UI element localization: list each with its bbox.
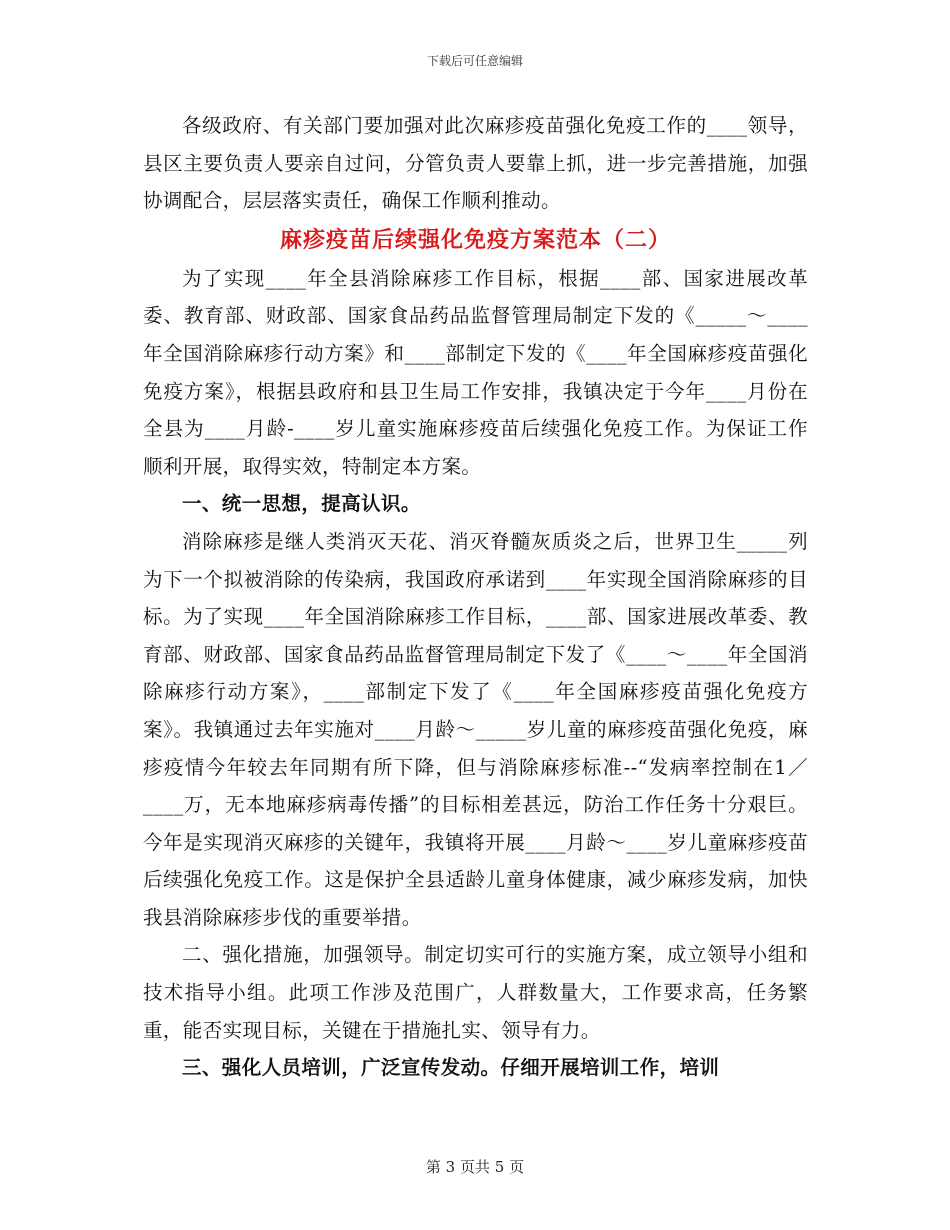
paragraph-intro: 为了实现____年全县消除麻疹工作目标，根据____部、国家进展改革委、教育部、财政部、国家食品药品监督管理局制定下发的《_____～____年全国消除麻疹行动方案》和____部制定下发的《____年全国麻疹疫苗强化免疫方案》，根据县政府和县卫生局工作安排，我镇决定于今年____月份在全县为____月龄-____岁儿童实施麻疹疫苗后续强化免疫工作。为保证工作顺利开展，取得实效，特制定本方案。 [143, 266, 808, 478]
paragraph-section-2: 二、强化措施，加强领导。制定切实可行的实施方案，成立领导小组和技术指导小组。此项工作涉及范围广，人群数量大，工作要求高，任务繁重，能否实现目标，关键在于措施扎实、领导有力。 [143, 943, 808, 1042]
paragraph-leadership: 各级政府、有关部门要加强对此次麻疹疫苗强化免疫工作的____领导，县区主要负责人要亲自过问，分管负责人要靠上抓，进一步完善措施，加强协调配合，层层落实责任，确保工作顺利推动。 [143, 114, 808, 213]
section-heading-3: 三、强化人员培训，广泛宣传发动。仔细开展培训工作，培训 [182, 1056, 720, 1080]
section-heading-1: 一、统一思想，提高认识。 [182, 492, 421, 516]
paragraph-section-1: 消除麻疹是继人类消灭天花、消灭脊髓灰质炎之后，世界卫生_____列为下一个拟被消除的传染病，我国政府承诺到____年实现全国消除麻疹的目标。为了实现____年全国消除麻疹工作目标，____部、国家进展改革委、教育部、财政部、国家食品药品监督管理局制定下发了《____～____年全国消除麻疹行动方案》，____部制定下发了《____年全国麻疹疫苗强化免疫方案》。我镇通过去年实施对____月龄～_____岁儿童的麻疹疫苗强化免疫，麻疹疫情今年较去年同期有所下降，但与消除麻疹标准--“发病率控制在1／____万，无本地麻疹病毒传播”的目标相差甚远，防治工作任务十分艰巨。今年是实现消灭麻疹的关键年，我镇将开展____月龄～____岁儿童麻疹疫苗后续强化免疫工作。这是保护全县适龄儿童身体健康，减少麻疹发病，加快我县消除麻疹步伐的重要举措。 [143, 529, 808, 929]
page-footer: 第 3 页共 5 页 [425, 1158, 525, 1176]
page-header: 下载后可任意编辑 [426, 54, 523, 68]
document-body [143, 107, 808, 1087]
document-title: 麻疹疫苗后续强化免疫方案范本（二） [279, 226, 671, 253]
